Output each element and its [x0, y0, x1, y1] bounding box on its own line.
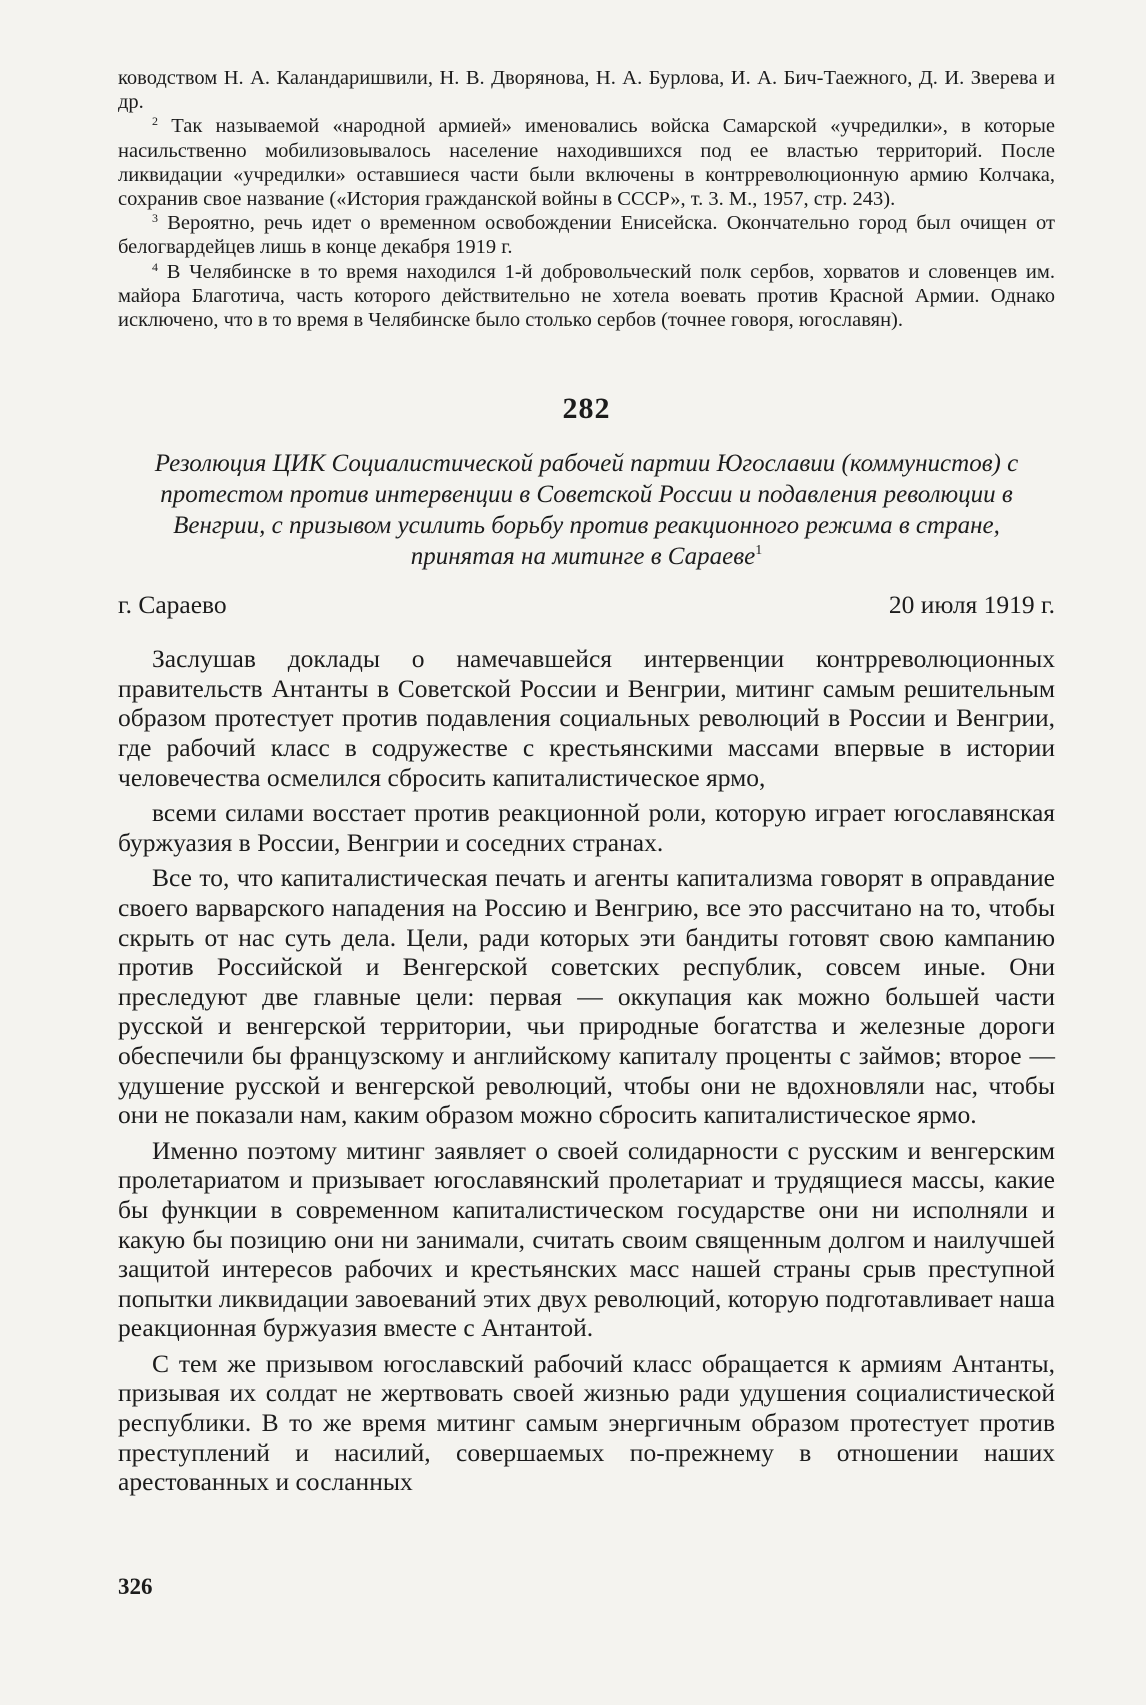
paragraph-1: Заслушав доклады о намечавшейся интервенции контрреволюционных правительств Антанты в Советской России и Венгрии, митинг самым решительным образом протестует против подавления социальных революций в России и Венгрии, где рабочий класс в содружестве с крестьянскими массами впервые в истории человечества осмелился сбросить капиталистическое ярмо,	[118, 644, 1055, 792]
paragraph-2: всеми силами восстает против реакционной роли, которую играет югославянская буржуазия в России, Венгрии и соседних странах.	[118, 798, 1055, 857]
document-number: 282	[562, 392, 611, 426]
footnote-marker: 3	[152, 211, 158, 226]
paragraph-3: Все то, что капиталистическая печать и агенты капитализма говорят в оправдание своего варварского нападения на Россию и Венгрию, все это рассчитано на то, чтобы скрыть от нас суть дела. Цели, ради которых эти бандиты готовят свою кампанию против Российской и Венгерской советских республик, совсем иные. Они преследуют две главные цели: первая — оккупация как можно большей части русской и венгерской территории, чьи природные богатства и железные дороги обеспечили бы французскому и английскому капиталу проценты с займов; второе — удушение русской и венгерской революций, чтобы они не вдохновляли нас, чтобы они не показали нам, каким образом можно сбросить капиталистическое ярмо.	[118, 863, 1055, 1130]
page-number: 326	[118, 1574, 153, 1599]
footnote-marker: 2	[152, 114, 158, 129]
footnote-marker: 4	[152, 259, 158, 274]
footnote-2	[118, 114, 1055, 211]
footnote-text: Так называемой «народной армией» именовались войска Самарской «учредилки», в которые насильственно мобилизовывалось население находившихся под ее властью территорий. После ликвидации «учредилки» оставшиеся части были включены в контрреволюционную армию Колчака, сохранив свое название («История гражданской войны в СССР», т. 3. М., 1957, стр. 243).	[118, 115, 1055, 211]
paragraph-4: Именно поэтому митинг заявляет о своей солидарности с русским и венгерским пролетариатом и призывает югославянский пролетариат и трудящиеся массы, какие бы функции в современном капиталистическом государстве они ни исполняли и какую бы позицию они ни занимали, считать своим священным долгом и наилучшей защитой интересов рабочих и крестьянских масс нашей страны срыв преступной попытки ликвидации завоеваний этих двух революций, которую подготавливает наша реакционная буржуазия вместе с Антантой.	[118, 1135, 1055, 1343]
place-date-line	[118, 590, 1055, 620]
document-title-text: Резолюция ЦИК Социалистической рабочей партии Югославии (коммунистов) с протестом против интервенции в Советской России и подавления революции в Венгрии, с призывом усилить борьбу против реакционного режима в стране, принятая на митинге в Сараеве	[154, 450, 1019, 571]
document-date: 20 июля 1919 г.	[888, 590, 1055, 620]
footnote-text: Вероятно, речь идет о временном освобождении Енисейска. Окончательно город был очищен от белогвардейцев лишь в конце декабря 1919 г.	[118, 212, 1055, 259]
document-place: г. Сараево	[118, 590, 227, 620]
paragraph-5: С тем же призывом югославский рабочий класс обращается к армиям Антанты, призывая их солдат не жертвовать своей жизнью ради удушения социалистической республики. В то же время митинг самым энергичным образом протестует против преступлений и насилий, совершаемых по-прежнему в отношении наших арестованных и сосланных	[118, 1348, 1055, 1497]
footnotes	[118, 66, 1055, 332]
footnote-3	[118, 211, 1055, 259]
footnote-text: В Челябинске в то время находился 1-й добровольческий полк сербов, хорватов и словенцев им. майора Благотича, часть которого действительно не хотела воевать против Красной Армии. Однако исключено, что в то время в Челябинске было столько сербов (точнее говоря, югославян).	[118, 260, 1055, 332]
footnote-4	[118, 260, 1055, 333]
document-title	[148, 448, 1025, 572]
document-body	[118, 644, 1055, 1497]
page	[118, 66, 1055, 1503]
footnote-continuation: ководством Н. А. Каландаришвили, Н. В. Дворянова, Н. А. Бурлова, И. А. Бич-Таежного, Д. И. Зверева и др.	[118, 67, 1055, 114]
title-footnote-marker: 1	[755, 543, 763, 559]
